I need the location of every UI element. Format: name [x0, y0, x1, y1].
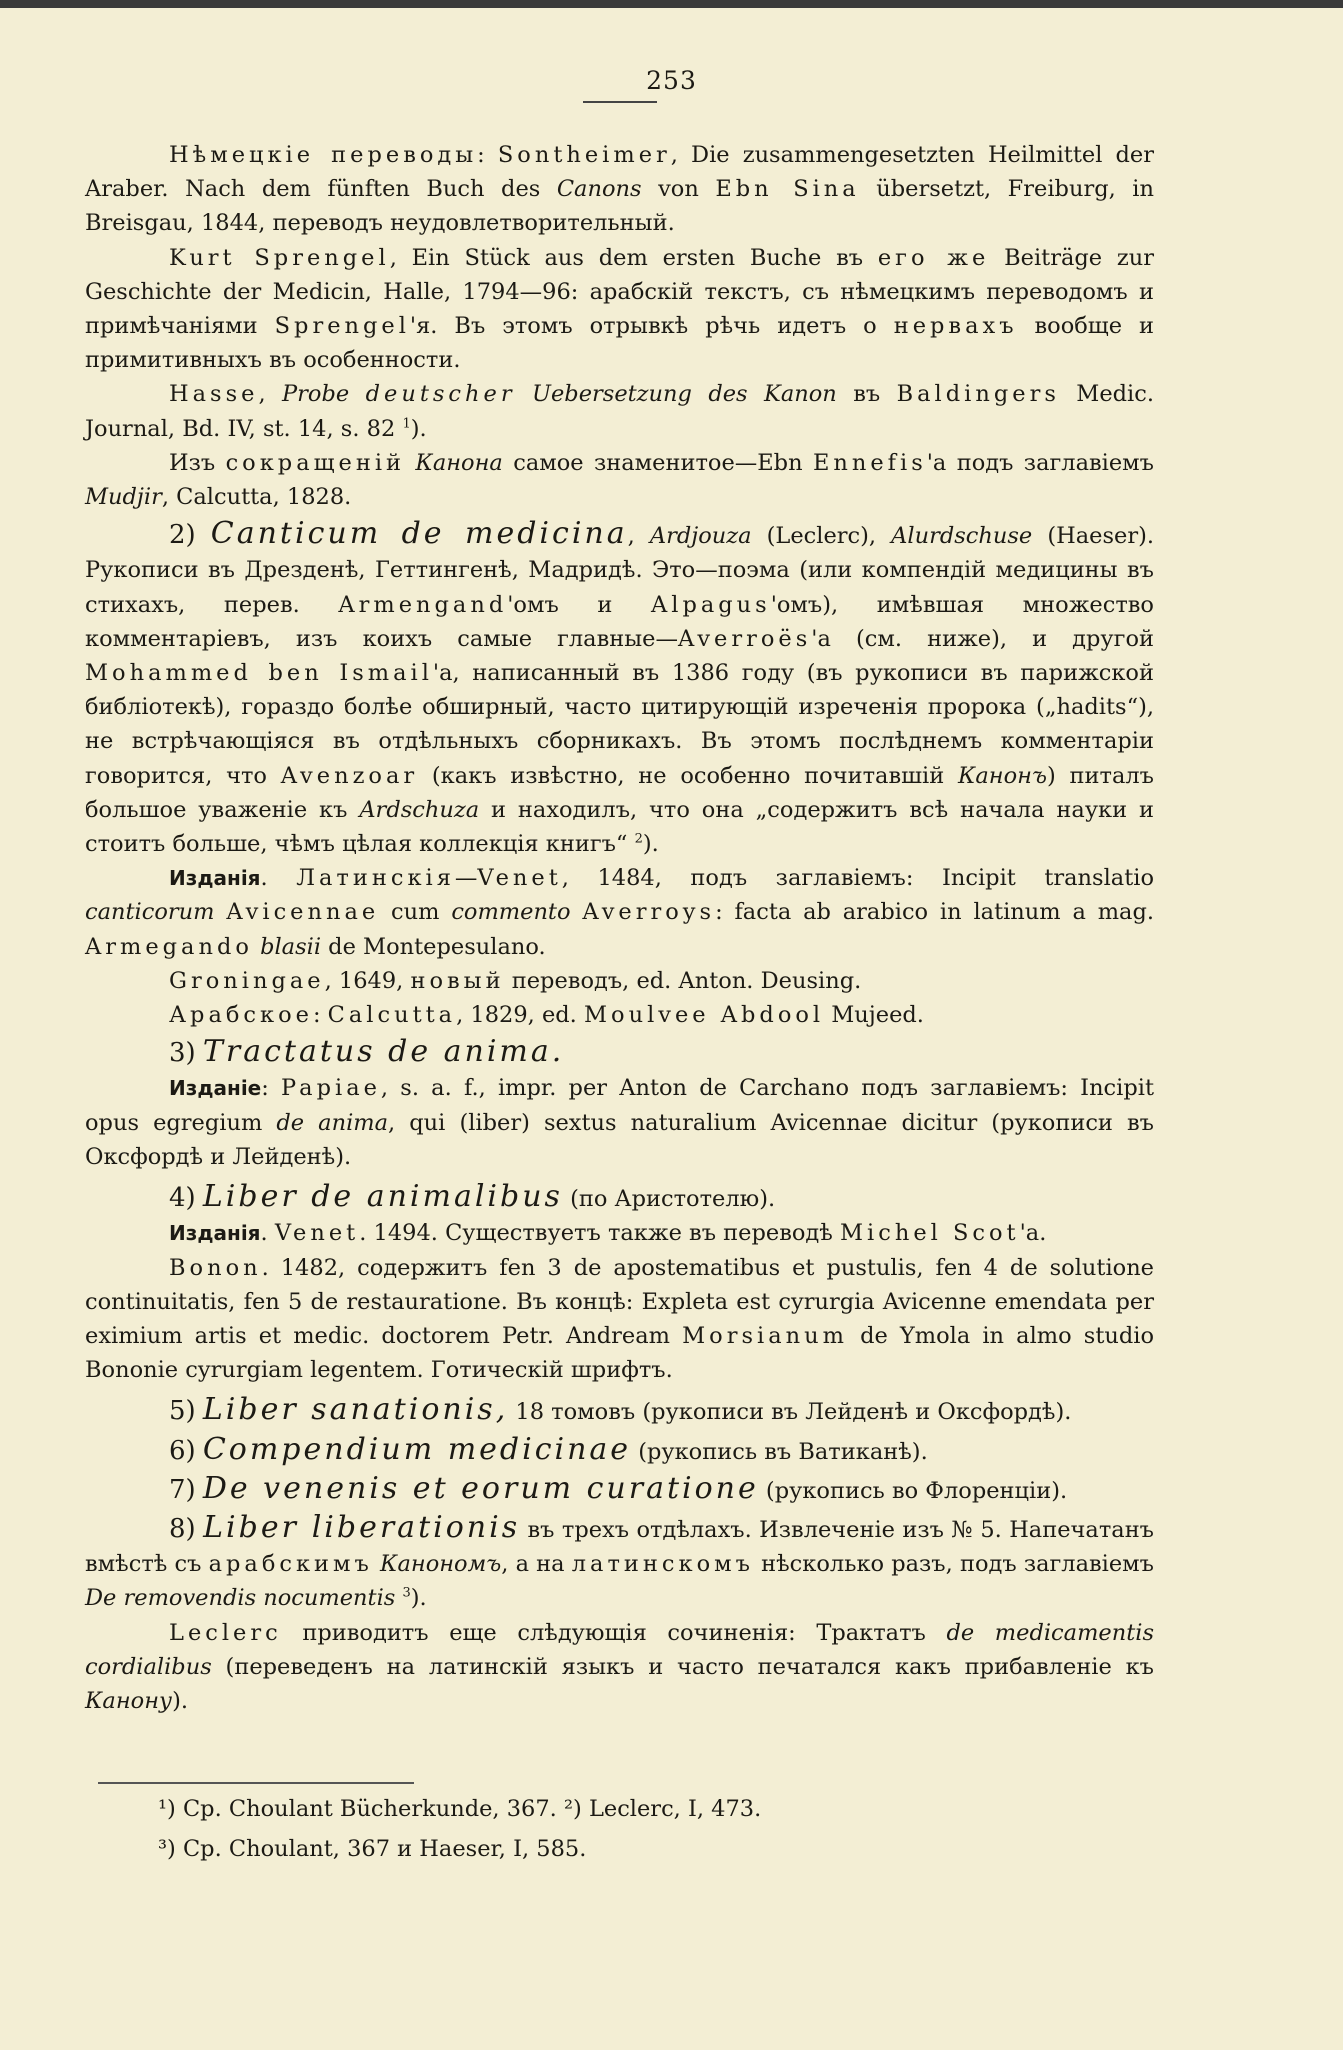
page-number-rule — [583, 101, 657, 103]
page-number: 253 — [646, 66, 697, 95]
paragraph-canticum: 2) Canticum de medicina, Ardjouza (Leclerc), Alurdschuse (Haeser). Рукописи въ Дрезденѣ, Геттингенѣ, Мадридѣ. Это—поэма (или компендій медицины въ стихахъ, перев. Armengand'омъ и Alpagus'омъ), имѣвшая множество комментаріевъ, изъ коихъ самые главные—Averroës'а (см. ниже), и другой Mohammed ben Ismail'а, написанный въ 1386 году (въ рукописи въ парижской библіотекѣ), гораздо болѣе обширный, часто цитирующій изреченія пророка („hadits“), не встрѣчающіяся въ отдѣльныхъ сборникахъ. Въ этомъ послѣднемъ комментаріи говорится, что Avenzoar (какъ извѣстно, не особенно почитавшій Канонъ) питалъ большое уваженіе къ Ardschuza и находилъ, что она „содержитъ всѣ начала науки и стоитъ больше, чѣмъ цѣлая коллекція книгъ“ $^2$). — [85, 516, 1154, 858]
page-top-edge — [0, 0, 1343, 8]
paragraph-editions-canticum: Изданія. Латинскія—Venet, 1484, подъ заглавіемъ: Incipit translatio canticorum Avicennae cum commento Averroys: facta ab arabico in latinum a mag. Armegando blasii de Montepesulano. — [85, 865, 1155, 960]
footnote-3: ³) Ср. Choulant, 367 и Haeser, I, 585. — [158, 1836, 587, 1862]
paragraph-abridgements: Изъ сокращеній Канона самое знаменитое—Ebn Ennefis'а подъ заглавіемъ Mudjir, Calcutta, 1828. — [85, 449, 1154, 511]
paragraph-hasse: Hasse, Probe deutscher Uebersetzung des Kanon въ Baldingers Medic. Journal, Bd. IV, st. 14, s. 82 $^1$). — [85, 381, 1155, 442]
paragraph-de-venenis: 7) De venenis et eorum curatione (рукопись во Флоренціи). — [169, 1470, 1068, 1506]
footnote-1-2: ¹) Ср. Choulant Bücherkunde, 367. ²) Leclerc, I, 473. — [158, 1796, 762, 1822]
paragraph-bonon: Bonon. 1482, содержитъ fen 3 de apostematibus et pustulis, fen 4 de solutione continuitatis, fen 5 de restauratione. Въ концѣ: Expleta est cyrurgia Avicenne emendata per eximium artis et medic. doctorem Petr. Andream Morsianum de Ymola in almo studio Bononie cyrurgiam legentem. Готическій шрифтъ. — [85, 1254, 1154, 1384]
paragraph-tractatus: 3) Tractatus de anima. — [169, 1034, 565, 1070]
paragraph-leclerc: Leclerc приводитъ еще слѣдующія сочиненія: Трактатъ de medicamentis cordialibus (переведенъ на латинскій языкъ и часто печатался какъ прибавленіе къ Канону). — [85, 1619, 1154, 1714]
paragraph-liber-liberationis: 8) Liber liberationis въ трехъ отдѣлахъ. Извлеченіе изъ № 5. Напечатанъ вмѣстѣ съ арабскимъ Канономъ, а на латинскомъ нѣсколько разъ, подъ заглавіемъ De removendis nocumentis $^3$). — [85, 1509, 1155, 1612]
paragraph-arabic-edition: Арабское: Calcutta, 1829, ed. Moulvee Abdool Mujeed. — [169, 1002, 924, 1029]
paragraph-sprengel: Kurt Sprengel, Ein Stück aus dem ersten Buche въ его же Beiträge zur Geschichte der Medicin, Halle, 1794—96: арабскій текстъ, съ нѣмецкимъ переводомъ и примѣчаніями Sprengel'я. Въ этомъ отрывкѣ рѣчь идетъ о нервахъ вообще и примитивныхъ въ особенности. — [85, 244, 1155, 374]
paragraph-edition-tractatus: Изданіе: Papiae, s. a. f., impr. per Anton de Carchano подъ заглавіемъ: Incipit opus egregium de anima, qui (liber) sextus naturalium Avicennae dicitur (рукописи въ Оксфордѣ и Лейденѣ). — [85, 1075, 1154, 1170]
paragraph-liber-sanationis: 5) Liber sanationis, 18 томовъ (рукописи въ Лейденѣ и Оксфордѣ). — [169, 1392, 1072, 1428]
paragraph-edition-animalibus: Изданія. Venet. 1494. Существуетъ также въ переводѣ Michel Scot'а. — [169, 1220, 1047, 1247]
body-text — [85, 138, 1154, 1718]
paragraph-liber-animalibus: 4) Liber de animalibus (по Аристотелю). — [169, 1179, 776, 1215]
footnote-rule — [98, 1782, 414, 1784]
paragraph-groningae: Groningae, 1649, новый переводъ, ed. Anton. Deusing. — [169, 967, 862, 994]
paragraph-german-translations: Нѣмецкіе переводы: Sontheimer, Die zusammengesetzten Heilmittel der Araber. Nach dem fünften Buch des Canons von Ebn Sina übersetzt, Freiburg, in Breisgau, 1844, переводъ неудовлетворительный. — [85, 142, 1154, 237]
paragraph-compendium: 6) Compendium medicinae (рукопись въ Ватиканѣ). — [169, 1431, 928, 1467]
